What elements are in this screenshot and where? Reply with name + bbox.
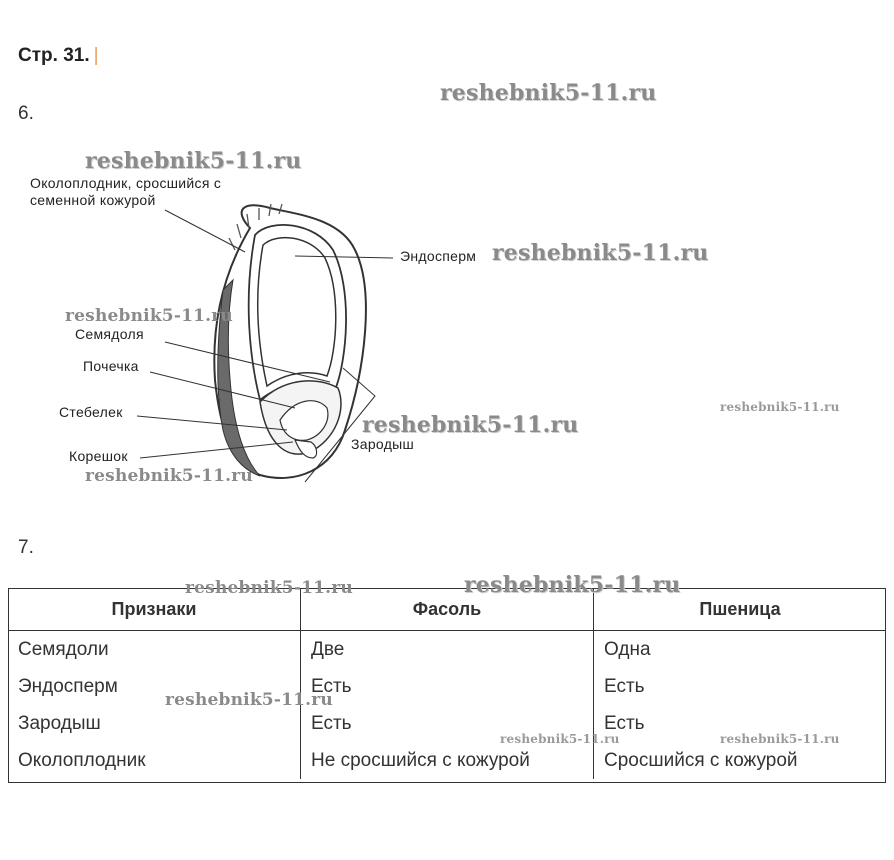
watermark: reshebnik5-11.ru [720,732,840,746]
task-number-6: 6. [18,103,34,124]
table-row [8,631,886,669]
pointer-pericarp [165,210,245,252]
label-root: Корешок [69,448,128,464]
cell-wheat: Есть [594,668,887,705]
header-bean: Фасоль [301,588,594,631]
task-number-7: 7. [18,537,34,558]
label-bud: Почечка [83,358,139,374]
cell-trait: Семядоли [18,638,109,660]
page-reference [18,45,99,67]
watermark: reshebnik5-11.ru [440,80,657,106]
label-stem: Стебелек [59,404,123,420]
cell-wheat: Есть [594,705,887,742]
cell-trait: Околоплодник [18,749,146,771]
watermark: reshebnik5-11.ru [362,412,579,438]
watermark: reshebnik5-11.ru [165,690,333,710]
cell-bean: Две [301,631,594,669]
watermark: reshebnik5-11.ru [185,578,353,598]
watermark: reshebnik5-11.ru [85,466,253,486]
watermark: reshebnik5-11.ru [492,240,709,266]
label-embryo: Зародыш [351,436,415,452]
cell-bean: Есть [301,705,594,742]
label-cotyledon: Семядоля [75,326,144,342]
watermark: reshebnik5-11.ru [500,732,620,746]
cell-bean: Не сросшийся с кожурой [301,742,594,779]
watermark: reshebnik5-11.ru [85,148,302,174]
watermark: reshebnik5-11.ru [464,572,681,598]
table-row [8,668,886,705]
cell-trait: Зародыш [18,712,101,734]
cell-wheat: Сросшийся с кожурой [594,742,887,779]
traits-table [8,588,886,779]
cell-bean: Есть [301,668,594,705]
watermark: reshebnik5-11.ru [720,400,840,414]
table-header-row [8,588,886,631]
table-row [8,742,886,779]
page-reference-text: Стр. 31. [18,45,90,66]
cell-trait: Эндосперм [18,675,118,697]
header-traits: Признаки [8,588,301,631]
header-wheat: Пшеница [594,588,887,631]
label-pericarp: Околоплодник, сросшийся с семенной кожурой [30,175,222,208]
label-endosperm: Эндосперм [400,248,477,264]
cell-wheat: Одна [594,631,887,669]
watermark: reshebnik5-11.ru [65,306,233,326]
cursor-mark: | [93,45,99,66]
